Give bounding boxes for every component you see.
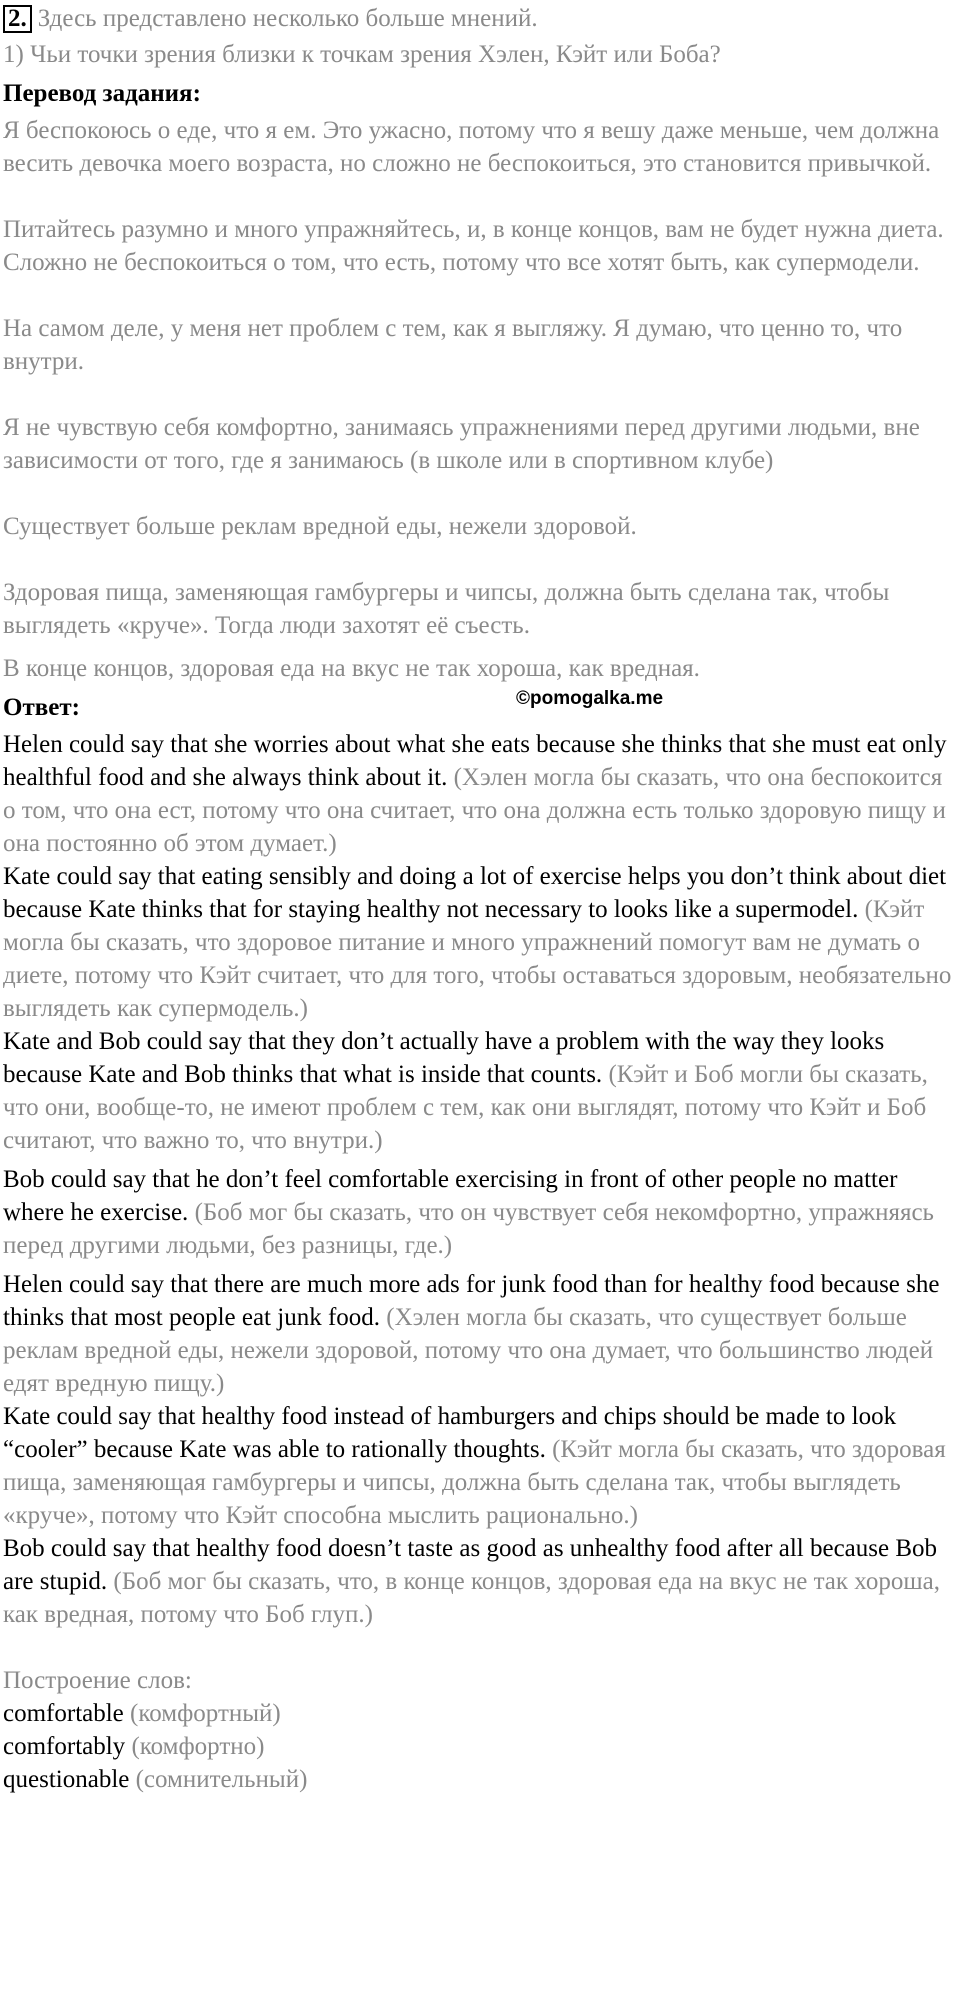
task-number: 2. [3,5,32,33]
word-ru: (комфортно) [125,1733,265,1760]
word-item [3,1730,953,1763]
answer-ru: (Кэйт могла бы сказать, что здоровое питание и много упражнений помогут вам не думать о диете, потому что Кэйт считает, что для того, чтобы оставаться здоровым, необязательно выглядеть как супермодель.) [3,896,952,1022]
page [3,0,953,1796]
answer-heading: Ответ: [3,694,80,721]
answer-en: Bob could say that he don’t feel comfortable exercising in front of other people no matter where he exercise. [3,1166,898,1226]
answer-ru: (Боб мог бы сказать, что он чувствует себя некомфортно, упражняясь перед другими людьми, без разницы, где.) [3,1199,934,1259]
answer-ru: (Кэйт могла бы сказать, что здоровая пища, заменяющая гамбургеры и чипсы, должна быть сделана так, чтобы выглядеть «круче», потому что Кэйт способна мыслить рационально.) [3,1436,946,1529]
answer-item [3,1268,953,1400]
word-item [3,1697,953,1730]
answer-item [3,1400,953,1532]
answer-en: Helen could say that there are much more ads for junk food than for healthy food because she thinks that most people eat junk food. [3,1271,940,1331]
answer-item [3,728,953,860]
word-en: comfortably [3,1733,126,1760]
answer-ru: (Хэлен могла бы сказать, что она беспокоится о том, что она ест, потому что она считает, что она должна есть только здоровую пищу и она постоянно об этом думает.) [3,764,946,857]
translation-paragraph: В конце концов, здоровая еда на вкус не так хороша, как вредная. [3,655,700,682]
answer-en: Kate and Bob could say that they don’t actually have a problem with the way they looks because Kate and Bob thinks that what is inside that counts. [3,1028,885,1088]
answer-ru: (Кэйт и Боб могли бы сказать, что они, вообще-то, не имеют проблем с тем, как они выглядят, потому что Кэйт и Боб считают, что важно то, что внутри.) [3,1061,928,1154]
translation-paragraph: Я не чувствую себя комфортно, занимаясь упражнениями перед другими людьми, вне зависимости от того, где я занимаюсь (в школе или в спортивном клубе) [3,414,920,474]
translation-paragraph: Я беспокоюсь о еде, что я ем. Это ужасно, потому что я вешу даже меньше, чем должна весить девочка моего возраста, но сложно не беспокоиться, это становится привычкой. [3,117,940,177]
task-question: 1) Чьи точки зрения близки к точкам зрения Хэлен, Кэйт или Боба? [3,41,721,68]
answer-ru: (Боб мог бы сказать, что, в конце концов, здоровая еда на вкус не так хороша, как вредная, потому что Боб глуп.) [3,1568,940,1628]
word-ru: (комфортный) [123,1700,281,1727]
answer-en: Bob could say that healthy food doesn’t taste as good as unhealthy food after all because Bob are stupid. [3,1535,938,1595]
word-building-heading: Построение слов: [3,1667,192,1694]
translation-heading: Перевод задания: [3,80,201,107]
word-item [3,1763,953,1796]
translation-paragraph: Здоровая пища, заменяющая гамбургеры и чипсы, должна быть сделана так, чтобы выглядеть «круче». Тогда люди захотят её съесть. [3,579,890,639]
word-en: questionable [3,1766,130,1793]
watermark: ©pomogalka.me [516,688,664,709]
translation-paragraph: Питайтесь разумно и много упражняйтесь, и, в конце концов, вам не будет нужна диета. Сложно не беспокоиться о том, что есть, потому что все хотят быть, как супермодели. [3,216,944,276]
word-en: comfortable [3,1700,124,1727]
word-ru: (сомнительный) [129,1766,308,1793]
answer-en: Kate could say that healthy food instead of hamburgers and chips should be made to look “cooler” because Kate was able to rationally thoughts. [3,1403,897,1463]
answer-ru: (Хэлен могла бы сказать, что существует больше реклам вредной еды, нежели здоровой, потому что она думает, что большинство людей едят вредную пищу.) [3,1304,934,1397]
answer-item [3,1025,953,1157]
task-intro: Здесь представлено несколько больше мнений. [37,5,538,32]
answer-item [3,860,953,1025]
answer-en: Kate could say that eating sensibly and doing a lot of exercise helps you don’t think about diet because Kate thinks that for staying healthy not necessary to looks like a supermodel. [3,863,947,923]
translation-paragraph: Существует больше реклам вредной еды, нежели здоровой. [3,513,637,540]
answer-item [3,1532,953,1631]
translation-paragraph: На самом деле, у меня нет проблем с тем, как я выгляжу. Я думаю, что ценно то, что внутри. [3,315,903,375]
answer-en: Helen could say that she worries about what she eats because she thinks that she must eat only healthful food and she always think about it. [3,731,947,791]
answer-item [3,1163,953,1262]
task-intro-line [3,2,953,35]
